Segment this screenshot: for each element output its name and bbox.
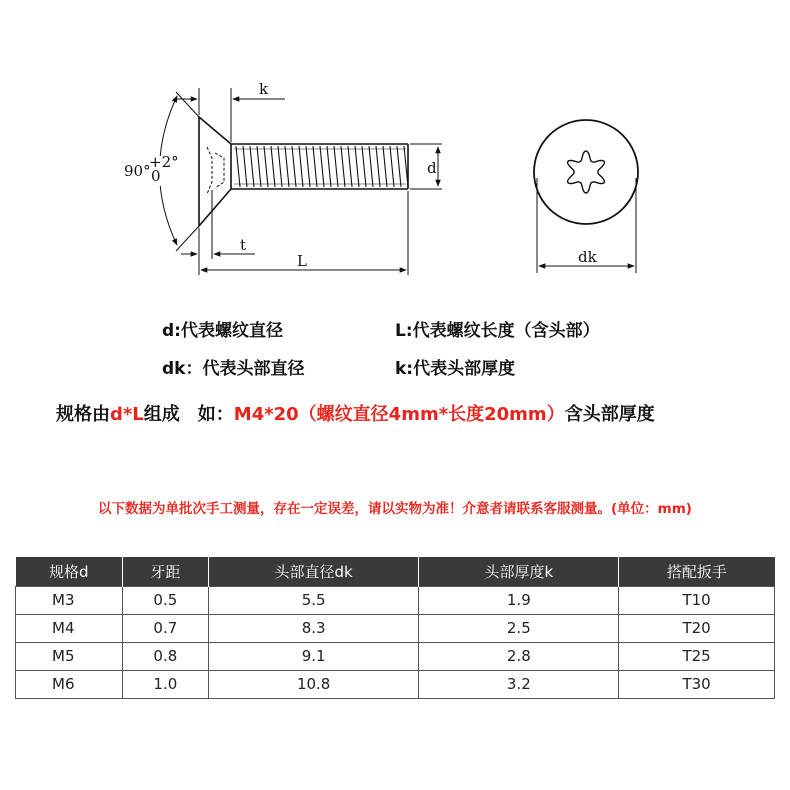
table-row xyxy=(16,614,775,642)
cell-spec: M3 xyxy=(16,586,123,614)
table-row xyxy=(16,586,775,614)
cell-spec: M4 xyxy=(16,614,123,642)
label-dk: dk xyxy=(578,248,597,266)
table-row xyxy=(16,670,775,698)
measurement-notice: 以下数据为单批次手工测量，存在一定误差，请以实物为准！介意者请联系客服测量。(单位：mm) xyxy=(98,501,692,517)
side-view xyxy=(199,117,408,226)
legend-k: k:代表头部厚度 xyxy=(395,359,516,379)
spec-prefix: 规格由 xyxy=(56,404,110,425)
thread-pattern xyxy=(234,146,408,187)
cell-head-thickness: 1.9 xyxy=(419,586,619,614)
label-k: k xyxy=(259,80,269,98)
cell-head-diameter: 8.3 xyxy=(208,614,419,642)
cell-wrench: T30 xyxy=(619,670,775,698)
spec-formula: d*L xyxy=(110,404,144,425)
header-wrench: 搭配扳手 xyxy=(619,557,775,586)
cell-head-thickness: 2.5 xyxy=(419,614,619,642)
screw-drawing xyxy=(0,0,790,300)
spec-example: M4*20（螺纹直径4mm*长度20mm） xyxy=(233,404,565,425)
dimension-t xyxy=(181,190,255,275)
cell-head-diameter: 9.1 xyxy=(208,642,419,670)
spec-mid: 组成 如： xyxy=(143,404,234,425)
legend-L: L:代表螺纹长度（含头部） xyxy=(395,321,600,341)
angle-tolerance-lower: 0 xyxy=(151,167,161,185)
header-head-diameter: 头部直径dk xyxy=(208,557,419,586)
cell-pitch: 0.7 xyxy=(122,614,208,642)
cell-wrench: T20 xyxy=(619,614,775,642)
dimension-d xyxy=(410,144,442,189)
cell-pitch: 0.8 xyxy=(122,642,208,670)
torx-recess-icon xyxy=(568,151,605,193)
cell-wrench: T25 xyxy=(619,642,775,670)
legend-dk: dk：代表头部直径 xyxy=(162,359,305,379)
legend-d: d:代表螺纹直径 xyxy=(162,321,283,341)
header-spec: 规格d xyxy=(16,557,123,586)
cell-head-diameter: 5.5 xyxy=(208,586,419,614)
cell-pitch: 1.0 xyxy=(122,670,208,698)
label-L: L xyxy=(297,252,307,270)
header-pitch: 牙距 xyxy=(122,557,208,586)
header-head-thickness: 头部厚度k xyxy=(419,557,619,586)
angle-label: 90° xyxy=(124,162,151,180)
table-header-row xyxy=(16,557,775,586)
cell-spec: M6 xyxy=(16,670,123,698)
dimension-k xyxy=(175,88,285,142)
label-t: t xyxy=(240,236,247,254)
cell-wrench: T10 xyxy=(619,586,775,614)
cell-pitch: 0.5 xyxy=(122,586,208,614)
table-row xyxy=(16,642,775,670)
spec-table xyxy=(15,557,775,699)
cell-spec: M5 xyxy=(16,642,123,670)
spec-description xyxy=(56,400,655,426)
cell-head-thickness: 3.2 xyxy=(419,670,619,698)
angle-tolerance-upper: +2° xyxy=(149,153,179,171)
cell-head-thickness: 2.8 xyxy=(419,642,619,670)
spec-suffix: 含头部厚度 xyxy=(564,404,655,425)
cell-head-diameter: 10.8 xyxy=(208,670,419,698)
label-d: d xyxy=(427,159,437,177)
